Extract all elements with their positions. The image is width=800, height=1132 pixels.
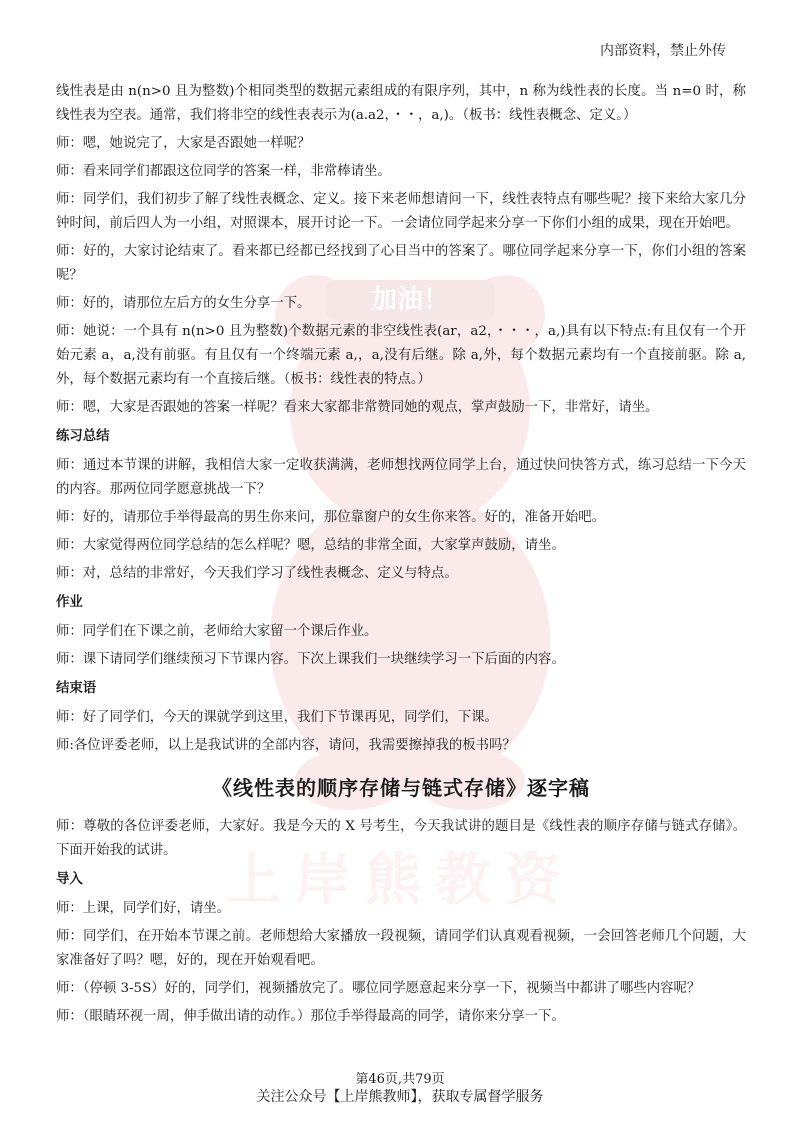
document-title: 《线性表的顺序存储与链式存储》逐字稿 [212, 776, 590, 800]
paragraph: 师：她说：一个具有 n(n>0 且为整数)个数据元素的非空线性表(ar，a2，・・・，a,)具有以下特点:有且仅有一个开始元素 a，a,没有前驱。有且仅有一个终端元素 a,，a,没有后继。除 a,外，每个数据元素均有一个直接前驱。除 a,外，每个数据元素均有一个直接后继。（板书：线性表的特点。） [56, 324, 746, 387]
section-heading-closing: 结束语 [56, 681, 97, 696]
paragraph: 师：同学们，我们初步了解了线性表概念、定义。接下来老师想请问一下，线性表特点有哪些呢？接下来给大家几分钟时间，前后四人为一小组，对照课本，展开讨论一下。一会请位同学起来分享一下你们小组的成果，现在开始吧。 [56, 192, 746, 231]
confidential-notice: 内部资料，禁止外传 [600, 43, 726, 59]
section-heading-lead-in: 导入 [56, 872, 83, 887]
paragraph: 师：上课，同学们好，请坐。 [56, 901, 231, 916]
paragraph: 师：好了同学们，今天的课就学到这里，我们下节课再见，同学们，下课。 [56, 710, 498, 725]
paragraph: 线性表是由 n(n>0 且为整数)个相同类型的数据元素组成的有限序列，其中，n 称为线性表的长度。当 n=0 时，称线性表为空表。通常，我们将非空的线性表表示为(a.a2，・・，a,)。（板书：线性表概念、定义。） [56, 84, 746, 123]
paragraph: 师：通过本节课的讲解，我相信大家一定收获满满，老师想找两位同学上台，通过快问快答方式，练习总结一下今天的内容。那两位同学愿意挑战一下？ [56, 458, 746, 497]
paragraph: 师：大家觉得两位同学总结的怎么样呢？嗯，总结的非常全面，大家掌声鼓励，请坐。 [56, 538, 565, 553]
section-heading-homework: 作业 [56, 595, 83, 610]
paragraph: 师：（停顿 3-5S）好的，同学们，视频播放完了。哪位同学愿意起来分享一下，视频当中都讲了哪些内容呢？ [56, 981, 701, 996]
paragraph: 师：嗯，她说完了，大家是否跟她一样呢？ [56, 136, 311, 151]
paragraph: 师：（眼睛环视一周，伸手做出请的动作。）那位手举得最高的同学，请你来分享一下。 [56, 1009, 565, 1024]
brand-watermark-text: 上岸熊教资 [225, 848, 575, 913]
paragraph: 师：嗯，大家是否跟她的答案一样呢？看来大家都非常赞同她的观点，掌声鼓励一下，非常好，请坐。 [56, 400, 659, 415]
paragraph: 师：对，总结的非常好，今天我们学习了线性表概念、定义与特点。 [56, 566, 458, 581]
paragraph: 师：看来同学们都跟这位同学的答案一样，非常棒请坐。 [56, 164, 391, 179]
document-body [56, 80, 746, 1033]
section-heading-practice: 练习总结 [56, 429, 110, 444]
paragraph: 师：同学们在下课之前，老师给大家留一个课后作业。 [56, 624, 378, 639]
footer-promo: 关注公众号【上岸熊教师】，获取专属督学服务 [256, 1089, 544, 1105]
page-number: 第46页,共79页 [355, 1072, 445, 1087]
paragraph: 师：好的，请那位左后方的女生分享一下。 [56, 296, 311, 311]
paragraph: 师：好的，大家讨论结束了。看来都已经都已经找到了心目当中的答案了。哪位同学起来分享一下，你们小组的答案呢？ [56, 244, 746, 283]
paragraph: 师：好的，请那位手举得最高的男生你来问，那位靠窗户的女生你来答。好的，准备开始吧。 [56, 510, 606, 525]
paragraph: 师:各位评委老师，以上是我试讲的全部内容，请问，我需要擦掉我的板书吗？ [56, 738, 516, 753]
mascot-banner-text: 加油！ [370, 285, 450, 315]
paragraph: 师：课下请同学们继续预习下节课内容。下次上课我们一块继续学习一下后面的内容。 [56, 652, 565, 667]
paragraph: 师：同学们，在开始本节课之前。老师想给大家播放一段视频，请同学们认真观看视频，一会回答老师几个问题，大家准备好了吗？嗯，好的，现在开始观看吧。 [56, 929, 746, 968]
paragraph: 师：尊敬的各位评委老师，大家好。我是今天的 X 号考生，今天我试讲的题目是《线性表的顺序存储与链式存储》。下面开始我的试讲。 [56, 819, 746, 858]
